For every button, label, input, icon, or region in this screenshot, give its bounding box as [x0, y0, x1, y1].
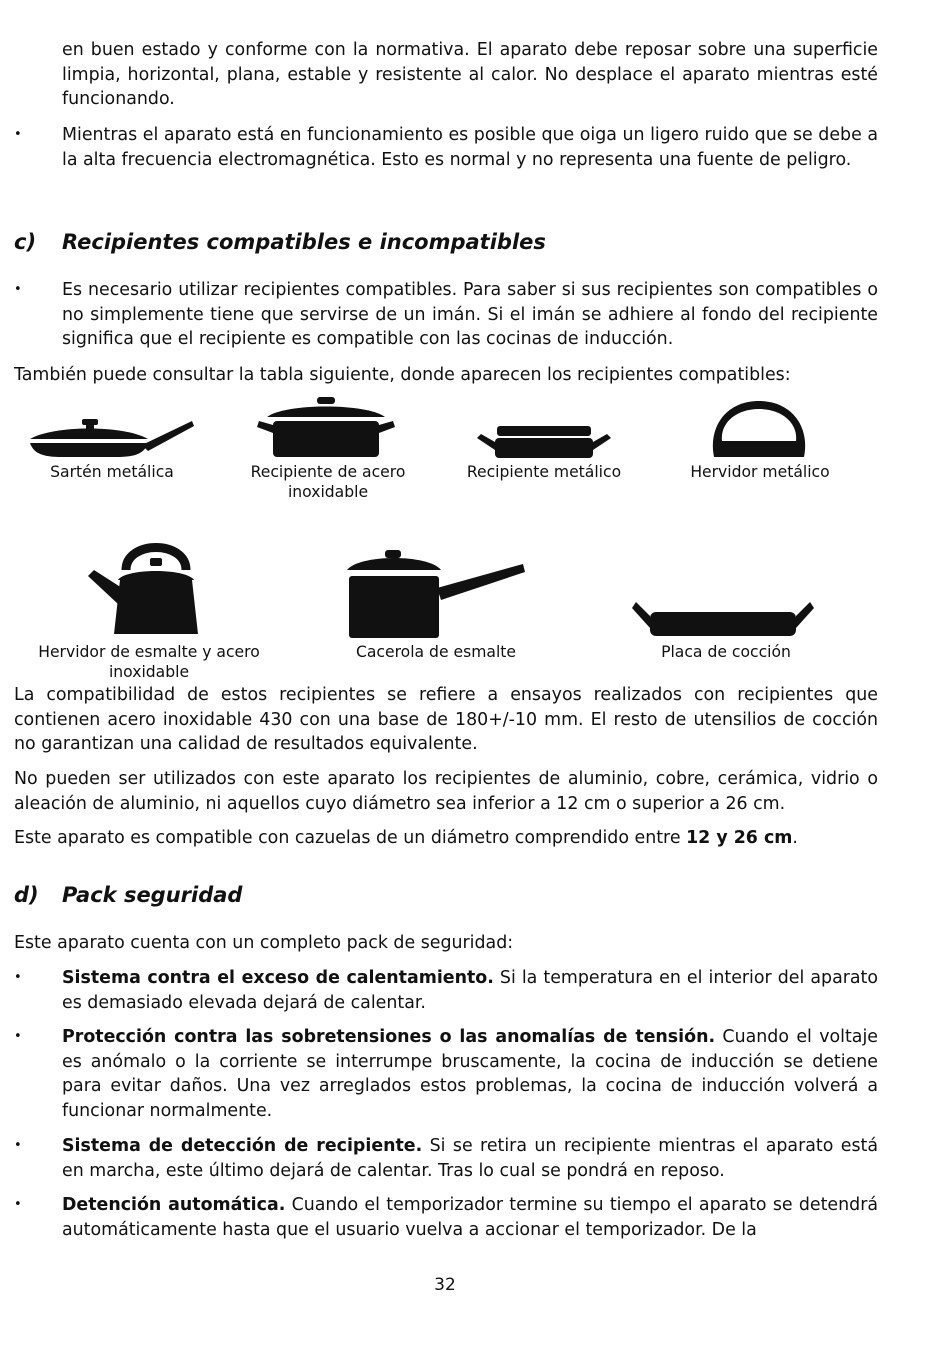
- diameter-suffix: .: [792, 828, 798, 848]
- list-item-pot-detection: [14, 1134, 878, 1183]
- item-title: Sistema de detección de recipiente.: [62, 1136, 423, 1156]
- list-item-overvoltage: [14, 1025, 878, 1123]
- diameter-range: 12 y 26 cm: [686, 828, 793, 848]
- section-d-heading: [14, 883, 242, 907]
- item-title: Detención automática.: [62, 1195, 286, 1215]
- bullet: •: [14, 1197, 22, 1212]
- diameter-note: [14, 826, 878, 851]
- bullet: •: [14, 1029, 22, 1044]
- caption-enamel-kettle: Hervidor de esmalte y acero inoxidable: [38, 643, 260, 681]
- metal-kettle-icon: [706, 397, 812, 461]
- section-title: Pack seguridad: [62, 883, 243, 907]
- stainless-pot-icon: [255, 395, 397, 461]
- enamel-kettle-icon: [86, 530, 212, 638]
- list-item-overheat: [14, 966, 878, 1015]
- list-item-text: [62, 966, 878, 1015]
- list-item-compatible: [14, 278, 878, 352]
- section-title: Recipientes compatibles e incompatibles: [62, 230, 546, 254]
- item-title: Protección contra las sobretensiones o las anomalías de tensión.: [62, 1027, 716, 1047]
- frying-pan-icon: [24, 405, 196, 463]
- bullet: •: [14, 1138, 22, 1153]
- incompatibility-note: No pueden ser utilizados con este aparato los recipientes de aluminio, cobre, cerámica, vidrio o aleación de aluminio, ni aquellos cuyo diámetro sea inferior a 12 cm o superior a 26 cm.: [14, 769, 878, 814]
- list-item-noise: [14, 123, 878, 172]
- table-intro: También puede consultar la tabla siguiente, donde aparecen los recipientes compatibles:: [14, 365, 791, 385]
- caption-enamel-saucepan: Cacerola de esmalte: [355, 643, 517, 661]
- item-body: Si la temperatura en el interior del aparato es demasiado elevada dejará de calentar.: [62, 968, 878, 1013]
- section-letter: c): [14, 230, 37, 254]
- item-body: Cuando el voltaje es anómalo o la corriente se interrumpe bruscamente, la cocina de inducción se detiene para evitar daños. Una vez arreglados estos problemas, la cocina de inducción volverá a funcionar normalmente.: [62, 1027, 878, 1121]
- enamel-saucepan-icon: [345, 548, 527, 640]
- caption-metal-pan: Recipiente metálico: [466, 463, 622, 481]
- list-item-text: [62, 1193, 878, 1242]
- list-item-text: [62, 1134, 878, 1183]
- list-item-text: Es necesario utilizar recipientes compatibles. Para saber si sus recipientes son compatibles o no simplemente tiene que servirse de un imán. Si el imán se adhiere al fondo del recipiente significa que el recipiente es compatible con las cocinas de inducción.: [62, 280, 878, 350]
- caption-griddle-plate: Placa de cocción: [661, 643, 791, 661]
- griddle-plate-icon: [630, 598, 816, 640]
- bullet: •: [14, 970, 22, 985]
- list-item-text: [62, 1025, 878, 1123]
- section-letter: d): [14, 883, 39, 907]
- list-item-text: Mientras el aparato está en funcionamiento es posible que oiga un ligero ruido que se debe a la alta frecuencia electromagnética. Esto es normal y no representa una fuente de peligro.: [62, 125, 878, 170]
- item-body: Cuando el temporizador termine su tiempo el aparato se detendrá automáticamente hasta que el usuario vuelva a accionar el temporizador. De la: [62, 1195, 879, 1240]
- metal-pan-icon: [475, 420, 613, 460]
- section-c-heading: [14, 230, 546, 254]
- bullet: •: [14, 127, 22, 142]
- safety-intro: Este aparato cuenta con un completo pack de seguridad:: [14, 933, 514, 953]
- page-number: 32: [434, 1275, 456, 1295]
- item-title: Sistema contra el exceso de calentamiento.: [62, 968, 494, 988]
- list-item-auto-stop: [14, 1193, 878, 1242]
- diameter-prefix: Este aparato es compatible con cazuelas de un diámetro comprendido entre: [14, 828, 687, 848]
- item-body: Si se retira un recipiente mientras el aparato está en marcha, este último dejará de calentar. Tras lo cual se pondrá en reposo.: [62, 1136, 878, 1181]
- caption-frying-pan: Sartén metálica: [50, 463, 174, 481]
- caption-stainless-pot: Recipiente de acero inoxidable: [250, 463, 406, 501]
- intro-continuation: en buen estado y conforme con la normativa. El aparato debe reposar sobre una superficie limpia, horizontal, plana, estable y resistente al calor. No desplace el aparato mientras esté funcionando.: [62, 40, 878, 110]
- bullet: •: [14, 282, 22, 297]
- caption-metal-kettle: Hervidor metálico: [690, 463, 830, 481]
- compatibility-note: La compatibilidad de estos recipientes se refiere a ensayos realizados con recipientes que contienen acero inoxidable 430 con una base de 180+/-10 mm. El resto de utensilios de cocción no garantizan una calidad de resultados equivalente.: [14, 685, 878, 755]
